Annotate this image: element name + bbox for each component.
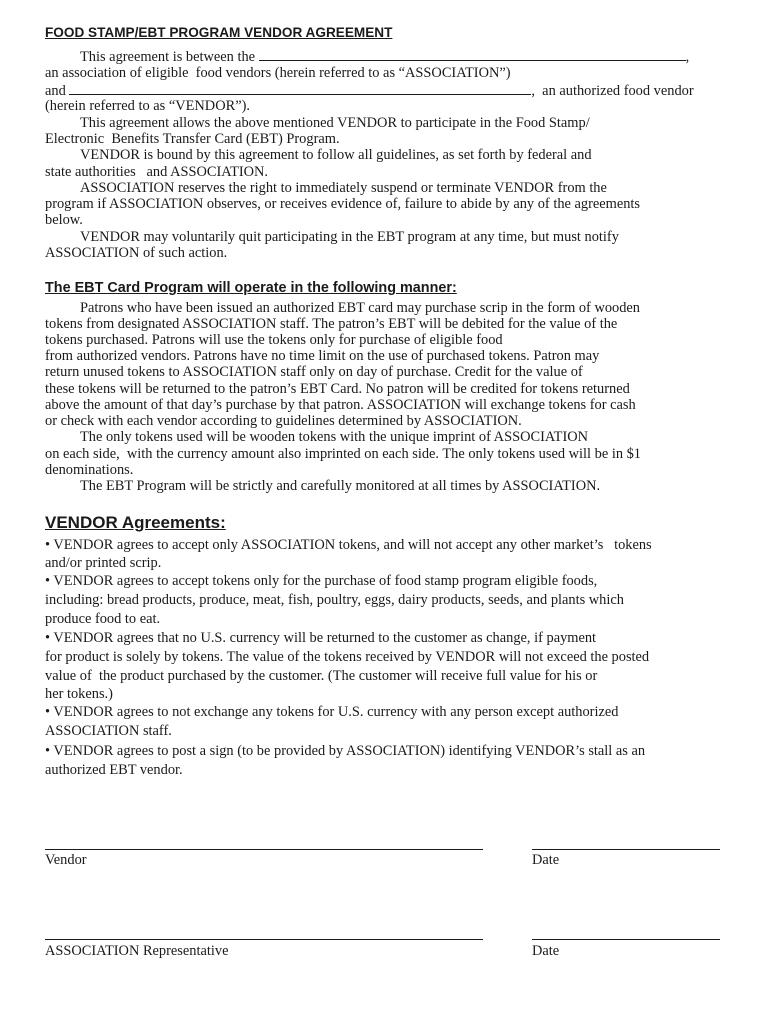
program-line-11: denominations. [45,462,134,478]
program-heading: The EBT Card Program will operate in the following manner: [45,280,457,296]
intro-line-1-text: This agreement is between the [80,49,259,65]
program-line-10: on each side, with the currency amount also imprinted on each side. The only tokens used will be in $1 [45,446,642,462]
vendor-line-3: • VENDOR agrees to accept tokens only for the purchase of food stamp program eligible foods, [45,573,598,589]
program-line-1: Patrons who have been issued an authorized EBT card may purchase scrip in the form of wooden [80,300,641,316]
association-name-blank[interactable] [259,48,686,61]
program-line-6: these tokens will be returned to the patron’s EBT Card. No patron will be credited for tokens returned [45,381,630,397]
vendor-line-6: • VENDOR agrees that no U.S. currency will be returned to the customer as change, if payment [45,630,597,646]
association-signature-label: ASSOCIATION Representative [45,943,229,959]
vendor-agreements-heading: VENDOR Agreements: [45,513,226,532]
intro-line-3-end: , an authorized food vendor [531,83,694,99]
association-date-label: Date [532,943,560,959]
document-title: FOOD STAMP/EBT PROGRAM VENDOR AGREEMENT [45,25,393,40]
program-line-12: The EBT Program will be strictly and carefully monitored at all times by ASSOCIATION. [80,478,601,494]
program-line-8: or check with each vendor according to guidelines determined by ASSOCIATION. [45,413,522,429]
intro-line-9: ASSOCIATION reserves the right to immediately suspend or terminate VENDOR from the [80,180,607,196]
intro-line-5: This agreement allows the above mentioned VENDOR to participate in the Food Stamp/ [80,115,590,131]
vendor-line-9: her tokens.) [45,686,113,702]
intro-line-11: below. [45,212,83,228]
intro-line-3-text: and [45,83,70,99]
vendor-name-blank[interactable] [69,82,531,95]
vendor-signature-line[interactable] [45,849,483,850]
vendor-line-5: produce food to eat. [45,611,161,627]
vendor-date-label: Date [532,852,560,868]
vendor-line-12: • VENDOR agrees to post a sign (to be provided by ASSOCIATION) identifying VENDOR’s stall as an [45,743,646,759]
vendor-line-1: • VENDOR agrees to accept only ASSOCIATION tokens, and will not accept any other market’s tokens [45,537,652,553]
vendor-line-13: authorized EBT vendor. [45,762,183,778]
intro-line-10: program if ASSOCIATION observes, or receives evidence of, failure to abide by any of the agreements [45,196,641,212]
vendor-line-2: and/or printed scrip. [45,555,162,571]
vendor-line-8: value of the product purchased by the customer. (The customer will receive full value for his or [45,668,598,684]
program-line-7: above the amount of that day’s purchase by that patron. ASSOCIATION will exchange tokens for cash [45,397,636,413]
program-line-2: tokens from designated ASSOCIATION staff. The patron’s EBT will be debited for the value of the [45,316,618,332]
intro-line-8: state authorities and ASSOCIATION. [45,164,269,180]
vendor-line-4: including: bread products, produce, meat, fish, poultry, eggs, dairy products, seeds, and plants which [45,592,624,608]
intro-line-12: VENDOR may voluntarily quit participating in the EBT program at any time, but must notify [80,229,619,245]
intro-line-1-end: , [685,49,690,65]
vendor-signature-label: Vendor [45,852,87,868]
program-line-4: from authorized vendors. Patrons have no time limit on the use of purchased tokens. Patron may [45,348,600,364]
association-signature-line[interactable] [45,939,483,940]
intro-line-13: ASSOCIATION of such action. [45,245,228,261]
intro-line-7: VENDOR is bound by this agreement to follow all guidelines, as set forth by federal and [80,147,592,163]
program-line-3: tokens purchased. Patrons will use the tokens only for purchase of eligible food [45,332,503,348]
intro-line-6: Electronic Benefits Transfer Card (EBT) Program. [45,131,340,147]
intro-line-2: an association of eligible food vendors (herein referred to as “ASSOCIATION”) [45,65,511,81]
intro-line-1 [80,48,689,66]
program-line-9: The only tokens used will be wooden tokens with the unique imprint of ASSOCIATION [80,429,589,445]
vendor-line-7: for product is solely by tokens. The value of the tokens received by VENDOR will not exceed the posted [45,649,650,665]
vendor-line-10: • VENDOR agrees to not exchange any tokens for U.S. currency with any person except authorized [45,704,619,720]
intro-line-4: (herein referred to as “VENDOR”). [45,98,250,114]
program-line-5: return unused tokens to ASSOCIATION staff only on day of purchase. Credit for the value of [45,364,583,380]
vendor-date-line[interactable] [532,849,720,850]
association-date-line[interactable] [532,939,720,940]
vendor-line-11: ASSOCIATION staff. [45,723,172,739]
